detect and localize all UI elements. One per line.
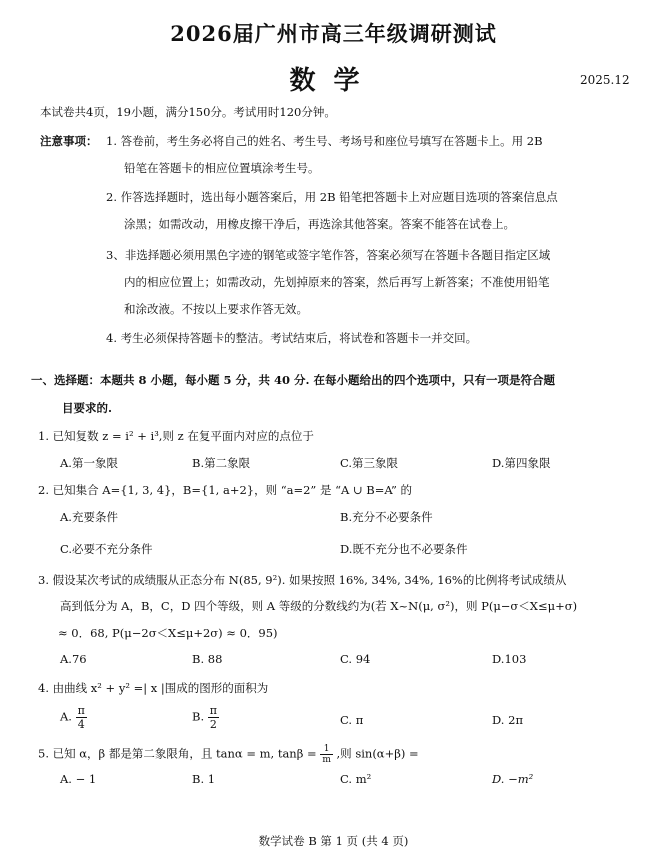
- exam-intro: 本试卷共4页，19小题，满分150分。考试用时120分钟。: [40, 105, 336, 119]
- q3-option-b: B. 88: [192, 652, 223, 666]
- q4-option-a-fraction: [76, 704, 87, 731]
- q2-option-c: C.必要不充分条件: [60, 542, 153, 556]
- q5-option-c: C. m²: [340, 772, 372, 786]
- q2-option-d: D.既不充分也不必要条件: [340, 542, 468, 556]
- q2-option-b: B.充分不必要条件: [340, 510, 433, 524]
- q4-option-b-numerator: π: [209, 704, 217, 717]
- q1-stem: 1. 已知复数 z = i² + i³,则 z 在复平面内对应的点位于: [38, 429, 314, 443]
- q3-stem-line-1: 3. 假设某次考试的成绩服从正态分布 N(85, 9²). 如果按照 16%, 34%, 34%, 16%的比例将考试成绩从: [38, 573, 567, 587]
- q5-stem-pre: 5. 已知 α，β 都是第二象限角，且 tanα = m, tanβ =: [38, 746, 317, 761]
- q5-option-d: D. −m²: [492, 772, 534, 786]
- page-footer: 数学试卷 B 第 1 页 (共 4 页): [258, 834, 409, 848]
- q4-option-b-label: B.: [192, 709, 205, 724]
- notice-item-3-line-1: 3、非选择题必须用黑色字迹的钢笔或签字笔作答，答案必须写在答题卡各题目指定区域: [106, 248, 551, 262]
- q3-option-d: D.103: [492, 652, 527, 666]
- q1-option-d: D.第四象限: [492, 456, 551, 470]
- q1-option-b: B.第二象限: [192, 456, 251, 470]
- q5-stem-fraction: [320, 744, 333, 765]
- q2-option-a: A.充要条件: [60, 510, 118, 524]
- q1-option-c: C.第三象限: [340, 456, 399, 470]
- q4-option-d: D. 2π: [492, 713, 523, 727]
- notice-label: 注意事项：: [40, 134, 98, 148]
- section-1-heading-cont: 目要求的.: [62, 401, 113, 415]
- notice-item-2-line-1: 2. 作答选择题时，选出每小题答案后，用 2B 铅笔把答题卡上对应题目选项的答案信息点: [106, 190, 558, 204]
- section-1-heading: 一、选择题：本题共 8 小题，每小题 5 分，共 40 分. 在每小题给出的四个选项中，只有一项是符合题: [31, 373, 556, 387]
- subject-title: 数学: [289, 66, 378, 96]
- q5-option-b: B. 1: [192, 772, 216, 786]
- q5-fraction-denominator: m: [322, 755, 331, 765]
- q4-option-b-fraction: [208, 704, 219, 731]
- notice-item-2-line-2: 涂黑；如需改动，用橡皮擦干净后，再选涂其他答案。答案不能答在试卷上。: [124, 217, 515, 231]
- notice-item-3-line-3: 和涂改液。不按以上要求作答无效。: [124, 302, 308, 316]
- q5-option-a: A. − 1: [60, 772, 97, 786]
- q3-option-a: A.76: [60, 652, 87, 666]
- q5-stem-post: ,则 sin(α+β) =: [336, 746, 419, 761]
- notice-item-1-line-2: 铅笔在答题卡的相应位置填涂考生号。: [124, 161, 320, 175]
- q4-option-a: [60, 704, 87, 731]
- q4-option-a-denominator: 4: [77, 718, 85, 731]
- q3-stem-line-3: ≈ 0．68, P(μ−2σ＜X≤μ+2σ) ≈ 0．95): [58, 626, 278, 640]
- q4-option-b-denominator: 2: [209, 718, 217, 731]
- q4-option-a-label: A.: [60, 709, 72, 724]
- q5-stem: [38, 744, 419, 765]
- q1-option-a: A.第一象限: [60, 456, 118, 470]
- q4-option-a-numerator: π: [77, 704, 85, 717]
- notice-item-3-line-2: 内的相应位置上；如需改动，先划掉原来的答案，然后再写上新答案；不准使用铅笔: [124, 275, 550, 289]
- q2-stem: 2. 已知集合 A={1, 3, 4}，B={1, a+2}，则 “a=2” 是 “A ∪ B=A” 的: [38, 483, 412, 497]
- q4-option-c: C. π: [340, 713, 364, 727]
- q3-option-c: C. 94: [340, 652, 371, 666]
- q5-fraction-numerator: 1: [320, 744, 333, 755]
- notice-item-4: 4. 考生必须保持答题卡的整洁。考试结束后，将试卷和答题卡一并交回。: [106, 331, 478, 345]
- q3-stem-line-2: 高到低分为 A，B，C，D 四个等级，则 A 等级的分数线约为(若 X~N(μ, σ²)，则 P(μ−σ＜X≤μ+σ): [60, 599, 578, 613]
- exam-title: 2026届广州市高三年级调研测试: [170, 21, 497, 46]
- notice-item-1-line-1: 1. 答卷前，考生务必将自己的姓名、考生号、考场号和座位号填写在答题卡上。用 2B: [106, 134, 543, 148]
- q4-option-b: [192, 704, 219, 731]
- q4-stem: 4. 由曲线 x² + y² =| x |围成的图形的面积为: [38, 681, 269, 695]
- exam-date: 2025.12: [580, 73, 630, 87]
